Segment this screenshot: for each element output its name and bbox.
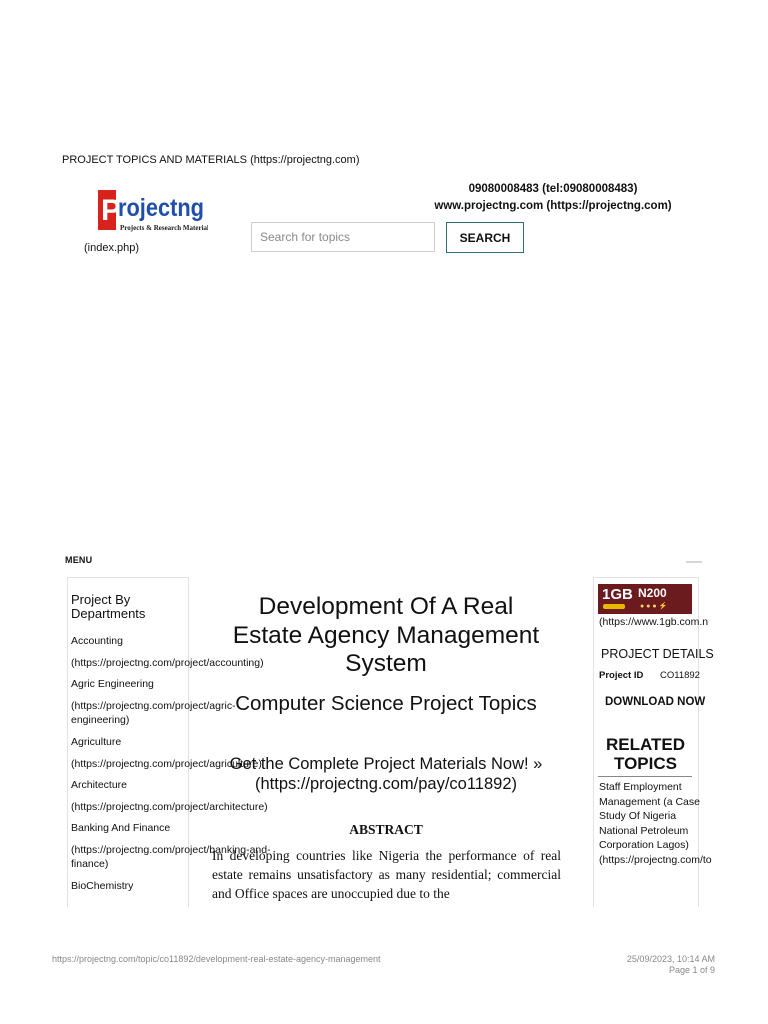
- related-topics-heading: RELATED TOPICS: [605, 735, 685, 773]
- department-item[interactable]: [71, 879, 133, 894]
- ad-price: N200: [638, 586, 667, 600]
- ad-banner[interactable]: [598, 584, 692, 614]
- ad-headline: 1GB: [602, 586, 633, 603]
- menu-toggle[interactable]: MENU: [65, 555, 93, 565]
- department-name[interactable]: Banking And Finance: [71, 822, 171, 834]
- ad-link[interactable]: (https://www.1gb.com.n: [599, 616, 709, 628]
- department-name[interactable]: Agriculture: [71, 736, 122, 748]
- related-topic-link[interactable]: Staff Employment Management (a Case Study Of Nigeria National Petroleum Corporation Lagos) (https://projectng.com/to: [599, 781, 712, 866]
- divider: [598, 776, 692, 777]
- department-name[interactable]: Agric Engineering: [71, 678, 154, 690]
- projectng-logo: [96, 186, 208, 236]
- download-now-button[interactable]: DOWNLOAD NOW: [605, 696, 706, 708]
- search-input[interactable]: [251, 222, 435, 252]
- buy-project-link[interactable]: Get the Complete Project Materials Now! » (https://projectng.com/pay/co11892): [229, 755, 543, 793]
- department-name[interactable]: Architecture: [71, 779, 128, 791]
- footer-url: https://projectng.com/topic/co11892/development-real-estate-agency-management: [52, 954, 381, 964]
- site-title-link[interactable]: PROJECT TOPICS AND MATERIALS (https://projectng.com): [62, 154, 360, 166]
- svg-text:rojectng: rojectng: [118, 194, 204, 222]
- department-link[interactable]: (https://projectng.com/project/architecture): [71, 800, 268, 813]
- abstract-heading: ABSTRACT: [349, 822, 423, 837]
- footer-meta: [560, 954, 715, 976]
- department-link[interactable]: (https://projectng.com/project/agric-engineering): [71, 699, 236, 726]
- divider: [686, 561, 702, 563]
- logo-home-link[interactable]: (index.php): [84, 242, 140, 254]
- footer-page-number: Page 1 of 9: [668, 965, 715, 975]
- abstract-text: In developing countries like Nigeria the performance of real estate remains unsatisfactory as many residential; commercial and Office spaces are unoccupied due to the: [212, 848, 561, 901]
- project-id-label: Project ID: [599, 670, 644, 681]
- footer-datetime: 25/09/2023, 10:14 AM: [626, 954, 715, 964]
- svg-text:P: P: [101, 194, 122, 227]
- page-subtitle: Computer Science Project Topics: [235, 692, 537, 715]
- department-name[interactable]: BioChemistry: [71, 880, 134, 892]
- project-details-heading: PROJECT DETAILS: [601, 647, 714, 661]
- website-link[interactable]: www.projectng.com (https://projectng.com): [434, 200, 672, 212]
- site-logo[interactable]: [96, 186, 208, 236]
- ad-network-logos-icon: ● ● ● ⚡: [640, 603, 668, 610]
- page-title: Development Of A Real Estate Agency Management System: [232, 593, 540, 677]
- departments-heading: Project By Departments: [71, 592, 146, 621]
- department-name[interactable]: Accounting: [71, 635, 123, 647]
- logo-tagline: Projects & Research Materials: [120, 224, 208, 232]
- department-link[interactable]: (https://projectng.com/project/accounting): [71, 656, 264, 669]
- department-link[interactable]: (https://projectng.com/project/banking-and-finance): [71, 843, 271, 870]
- ad-tag: [603, 604, 625, 609]
- project-id-value: CO11892: [660, 670, 700, 681]
- phone-link[interactable]: 09080008483 (tel:09080008483): [468, 183, 638, 195]
- department-link[interactable]: (https://projectng.com/project/agriculture): [71, 757, 262, 770]
- search-button[interactable]: SEARCH: [446, 222, 524, 253]
